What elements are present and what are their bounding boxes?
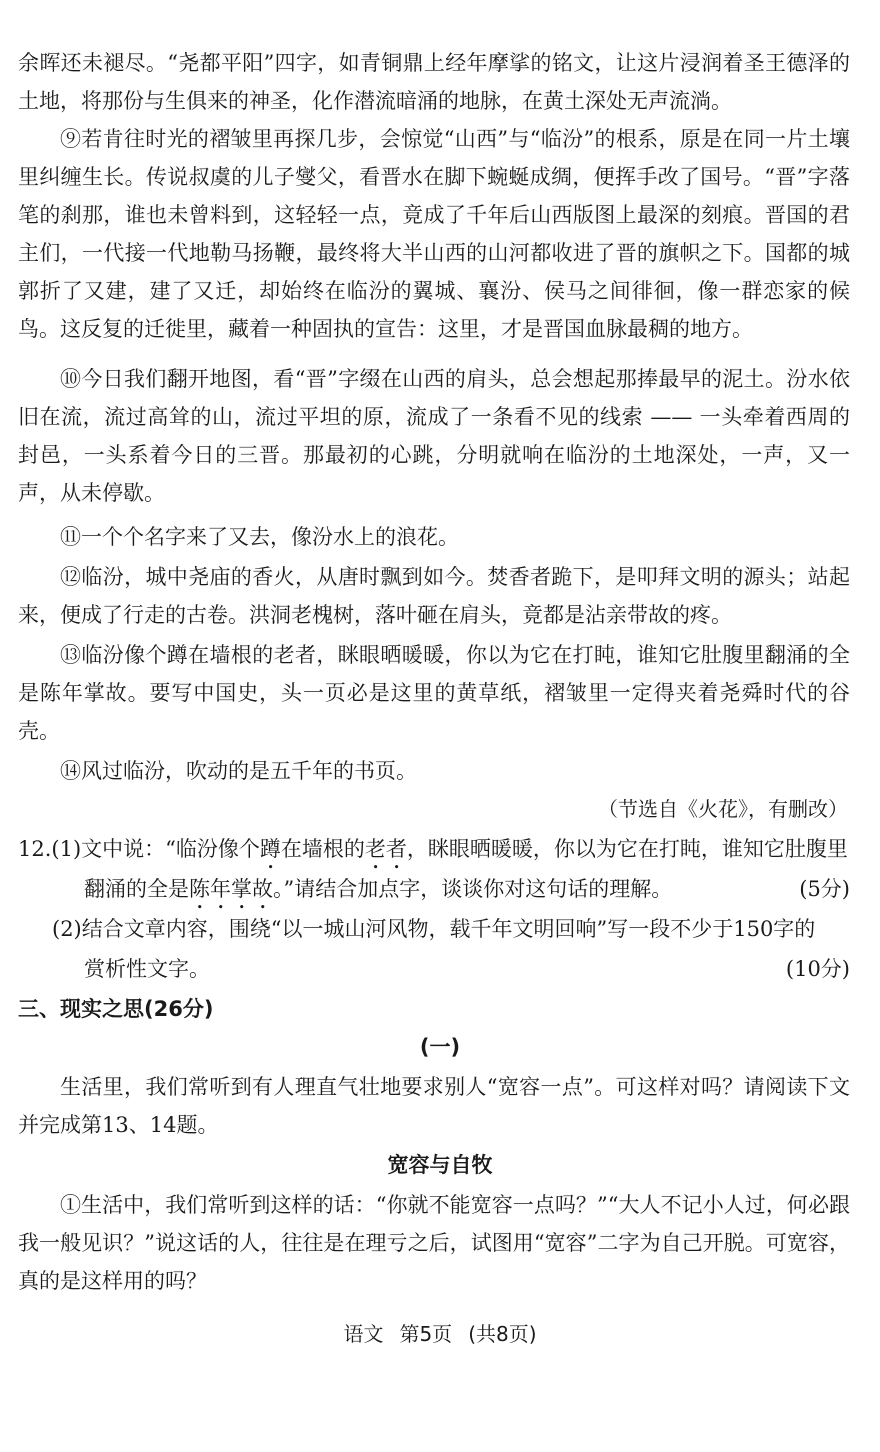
- emphasized-char: 老者: [364, 837, 407, 861]
- paragraph-14: ⑭风过临汾，吹动的是五千年的书页。: [60, 759, 417, 783]
- question-part-label: (1): [51, 837, 82, 861]
- score-label: (5分): [799, 877, 850, 901]
- question-12-line-2: [84, 870, 850, 914]
- question-text: 文中说：“临汾像个: [81, 837, 260, 861]
- paragraph-intro: 余晖还未褪尽。“尧都平阳”四字，如青铜鼎上经年摩挲的铭文，让这片浸润着圣王德泽的土地，将那份与生俱来的神圣，化作潜流暗涌的地脉，在黄土深处无声流淌。: [18, 51, 850, 113]
- paragraph-13: ⑬临汾像个蹲在墙根的老者，眯眼晒暖暖，你以为它在打盹，谁知它肚腹里翻涌的全是陈年掌故。要写中国史，头一页必是这里的黄草纸，褶皱里一定得夹着尧舜时代的谷壳。: [18, 643, 850, 743]
- question-12-part-2-line-1: [52, 910, 850, 948]
- score-label: (10分): [785, 957, 850, 981]
- emphasized-char: 陈年掌故: [189, 877, 273, 901]
- question-part-label: (2): [52, 917, 82, 941]
- question-12-line-1: [18, 830, 850, 874]
- section-intro: 生活里，我们常听到有人理直气壮地要求别人“宽容一点”。可这样对吗？请阅读下文并完成第13、14题。: [18, 1075, 850, 1137]
- section-heading: 三、现实之思(26分): [18, 997, 214, 1021]
- question-text: 结合文章内容，围绕“以一城山河风物，载千年文明回响”写一段不少于150字的: [81, 917, 816, 941]
- emphasized-char: 蹲: [259, 837, 281, 861]
- source-note: （节选自《火花》，有删改）: [598, 797, 848, 821]
- paragraph-12: ⑫临汾，城中尧庙的香火，从唐时飘到如今。焚香者跪下，是叩拜文明的源头；站起来，便成了行走的古卷。洪洞老槐树，落叶砸在肩头，竟都是沾亲带故的疼。: [18, 565, 850, 627]
- page-footer: [0, 1315, 880, 1353]
- footer-subject: 语文: [343, 1322, 384, 1346]
- footer-total: (共8页): [468, 1322, 537, 1346]
- question-text: ，眯眼晒暖暖，你以为它在打盹，谁知它肚腹里: [406, 837, 848, 861]
- essay-paragraph-1: ①生活中，我们常听到这样的话：“你就不能宽容一点吗？”“大人不记小人过，何必跟我一般见识？”说这话的人，往往是在理亏之后，试图用“宽容”二字为自己开脱。可宽容，真的是这样用的吗？: [18, 1193, 850, 1293]
- paragraph-10: ⑩今日我们翻开地图，看“晋”字缀在山西的肩头，总会想起那捧最早的泥土。汾水依旧在流，流过高耸的山，流过平坦的原，流成了一条看不见的线索 —— 一头牵着西周的封邑，一头系着今日的三晋。那最初的心跳，分明就响在临汾的土地深处，一声，又一声，从未停歇。: [18, 367, 850, 505]
- question-text: 在墙根的: [280, 837, 365, 861]
- question-number: 12.: [18, 837, 52, 861]
- question-text: 赏析性文字。: [84, 957, 210, 981]
- question-text: 。”请结合加点字，谈谈你对这句话的理解。: [273, 877, 673, 901]
- subsection-heading: (一): [419, 1035, 461, 1059]
- essay-title: 宽容与自牧: [387, 1153, 493, 1177]
- paragraph-11: ⑪一个个名字来了又去，像汾水上的浪花。: [60, 525, 459, 549]
- paragraph-9: ⑨若肯往时光的褶皱里再探几步，会惊觉“山西”与“临汾”的根系，原是在同一片土壤里纠缠生长。传说叔虞的儿子燮父，看晋水在脚下蜿蜒成绸，便挥手改了国号。“晋”字落笔的刹那，谁也未曾料到，这轻轻一点，竟成了千年后山西版图上最深的刻痕。晋国的君主们，一代接一代地勒马扬鞭，最终将大半山西的山河都收进了晋的旗帜之下。国都的城郭折了又建，建了又迁，却始终在临汾的翼城、襄汾、侯马之间徘徊，像一群恋家的候鸟。这反复的迁徙里，藏着一种固执的宣告：这里，才是晋国血脉最稠的地方。: [18, 127, 850, 341]
- footer-page: 第5页: [399, 1322, 453, 1346]
- question-12-part-2-line-2: [84, 950, 850, 988]
- question-text: 翻涌的全是: [84, 877, 189, 901]
